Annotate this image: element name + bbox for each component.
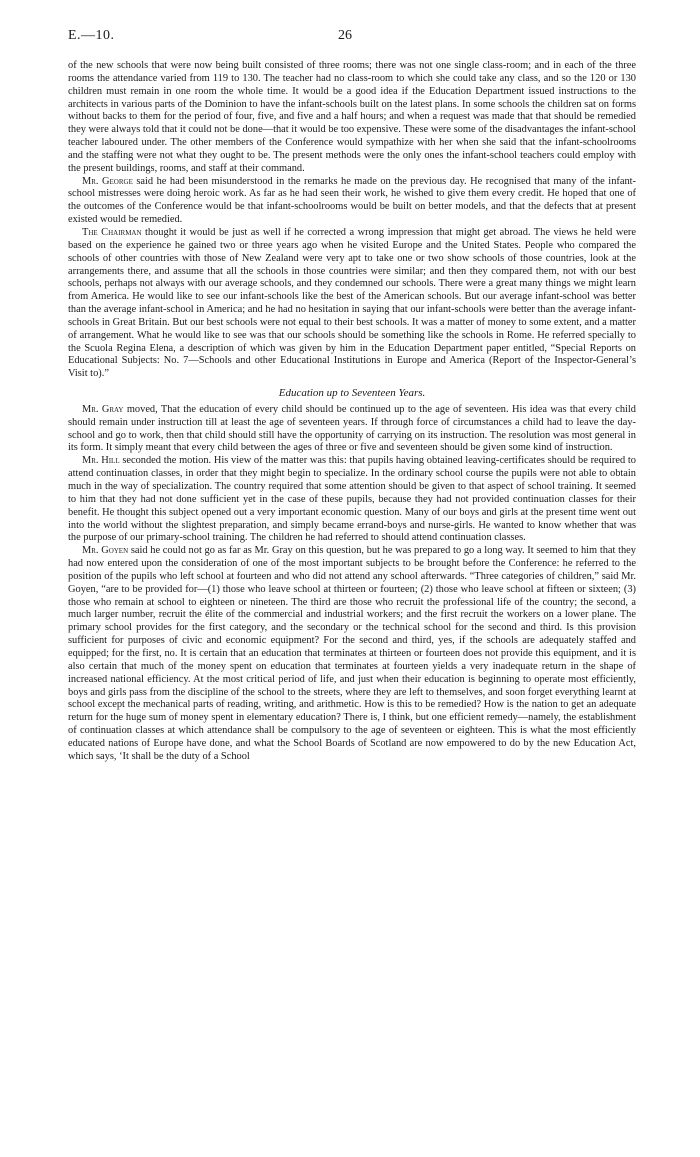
- paragraph-text: seconded the motion. His view of the matter was this: that pupils having obtained leaving-certificates should be required to attend continuation classes, in order that they might begin to specialize. In the ordinary school course the pupils were not able to obtain much in the way of specialization. The country required that some attention should be given to that aspect of school training. It seemed to him that they had not done sufficient yet in the case of these pupils, because they had not provided continuation classes for their benefit. He thought this subject opened out a very important economic question. Many of our boys and girls at the present time went out into the world without the slightest preparation, and simply became errand-boys and nurse-girls. He wanted to know whether that was the purpose of our primary-school training. The children he had referred to should attend continuation classes.: [68, 455, 636, 544]
- speaker-name: Mr. Gray: [82, 403, 124, 415]
- page-header: [68, 28, 636, 50]
- page-number: 26: [338, 28, 352, 43]
- speaker-name: Mr. George: [82, 175, 133, 187]
- document-reference: E.—10.: [68, 28, 115, 43]
- paragraph-chairman: [68, 227, 636, 381]
- speaker-name: Mr. Goyen: [82, 545, 129, 557]
- speaker-name: The Chairman: [82, 226, 142, 238]
- paragraph-text: said he had been misunderstood in the remarks he made on the previous day. He recognised that many of the infant-school mistresses were doing heroic work. As far as he had seen their work, he wished to give them every credit. He hoped that one of the outcomes of the Conference would be that infant-schoolrooms would be built on better models, and that the defects that at present existed would be remedied.: [68, 175, 636, 226]
- body-text: [68, 60, 636, 764]
- paragraph-text: said he could not go as far as Mr. Gray on this question, but he was prepared to go a long way. It seemed to him that they had now entered upon the consideration of one of the most important subjects to be brought before the Conference: he referred to the position of the pupils who left school at fourteen and who did not attend any school afterwards. “Three categories of children,” said Mr. Goyen, “are to be provided for—(1) those who leave school at thirteen or fourteen; (2) those who leave school at fifteen or sixteen; (3) those who remain at school to eighteen or nineteen. The third are those who recruit the professional life of the country; the second, a much larger number, recruit the élite of the commercial and industrial workers; and the first recruit the workers on a lower plane. The primary school provides for the first category, and the secondary or the technical school for the second and third. Is this provision sufficient for purposes of civic and economic equipment? For the second and third, yes, if the schools are adequately staffed and equipped; for the first, no. It is certain that an education that terminates at thirteen or fourteen does not provide this equipment, and it is also certain that much of the money spent on education that terminates at fourteen yields a very inadequate return in the shape of increased national efficiency. At the most critical period of life, and just when their education is beginning to operate most efficiently, boys and girls pass from the discipline of the school to the streets, where they are left to themselves, and soon forget everything learnt at school except the mechanical parts of reading, writing, and arithmetic. How is this to be remedied? How is the nation to get an adequate return for the huge sum of money spent in elementary education? There is, I think, but one efficient remedy—namely, the establishment of continuation classes at which attendance shall be compulsory to the age of seventeen or eighteen. This is what the most efficiently educated nations of Europe have done, and what the School Boards of Scotland are now empowered to do by the new Education Act, which says, ‘It shall be the duty of a School: [68, 545, 636, 762]
- paragraph-text: thought it would be just as well if he corrected a wrong impression that might get abroad. The views he held were based on the experience he gained two or three years ago when he visited Europe and the United States. People who compared the schools of other countries with those of New Zealand were very apt to take one or two show schools of those countries, look at the arrangements there, and assume that all the schools in those countries were similar; and then they compared them, not with our best schools, perhaps not always with our average schools, and they condemned our schools. There were a great many things we might learn from America. He would like to see our infant-schools like the best of the American schools. But our average infant-school was better than the average infant-school in America; and he had no hesitation in saying that our infant-schools were better than the average infant-schools in Great Britain. But our best schools were not equal to their best schools. It was a matter of money to some extent, and a matter of arrangement. What he would like to see was that our schools should be something like the schools in Rome. He referred specially to the Scuola Regina Elena, a description of which was given by him in the Education Department paper entitled, “Special Reports on Educational Subjects: No. 7—Schools and other Educational Institutions in Europe and America (Report of the Inspector-General’s Visit to).”: [68, 226, 637, 380]
- paragraph-mr-george: [68, 176, 636, 227]
- paragraph-mr-gray: [68, 404, 636, 455]
- paragraph-text: moved, That the education of every child should be continued up to the age of seventeen. His idea was that every child should remain under instruction till at least the age of seventeen years. If through force of circumstances a child had to leave the day-school and go to work, then that child should still have the opportunity of carrying on its instruction. The resolution was most general in its form. It simply meant that every child between the ages of three or five and seventeen should be given some kind of instruction.: [68, 403, 636, 454]
- section-heading: Education up to Seventeen Years.: [278, 387, 426, 400]
- paragraph-mr-hill: [68, 455, 636, 545]
- paragraph-infant-schools-continued: of the new schools that were now being built consisted of three rooms; there was not one single class-room; and in each of the three rooms the attendance varied from 119 to 130. The teacher had no class-room to which she could take any class, and so the 120 or 130 children must remain in one room the whole time. It would be a good idea if the Education Department issued instructions to the architects in various parts of the Dominion to have the infant-schools built on the latest plans. In some schools the children sat on forms without backs to them for the period of four, five, and five and a half hours; and when a request was made that that should be remedied they were always told that it could not be done—that it would be too expensive. These were some of the disadvantages the infant-school teacher laboured under. The other members of the Conference would sympathize with her when she said that the infant-schoolrooms and the staffing were not what they ought to be. The present methods were the only ones the infant-school teachers could employ with the present buildings, rooms, and staff at their command.: [68, 60, 636, 174]
- speaker-name: Mr. Hill: [82, 455, 120, 467]
- paragraph-mr-goyen: [68, 545, 636, 763]
- document-page: [68, 28, 636, 764]
